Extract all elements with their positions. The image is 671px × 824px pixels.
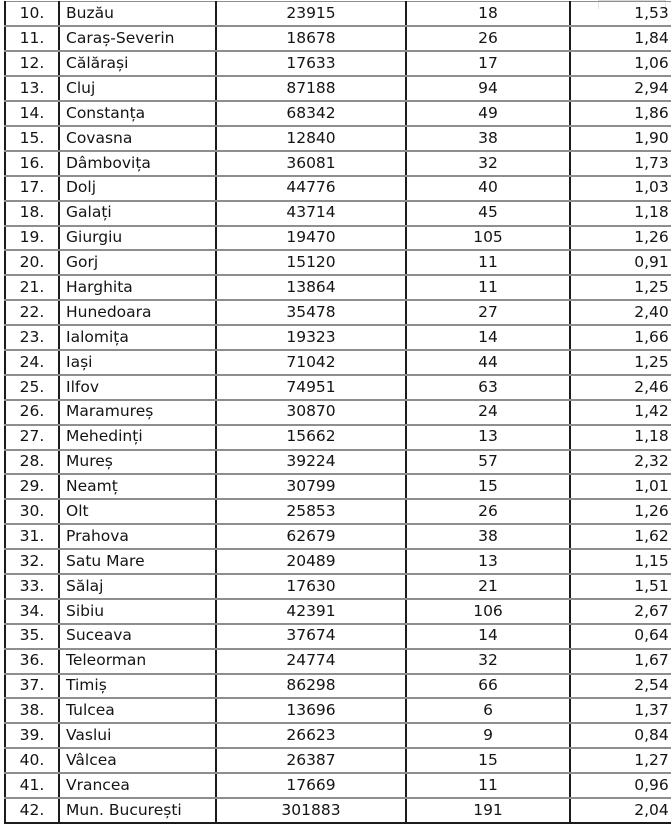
- value-column-2: 11: [406, 773, 570, 798]
- value-column-1: 20489: [216, 549, 406, 574]
- value-column-3: 2,32: [570, 450, 671, 475]
- row-index: 23.: [5, 325, 59, 350]
- value-column-3: 1,18: [570, 201, 671, 226]
- row-index: 38.: [5, 698, 59, 723]
- row-index: 25.: [5, 375, 59, 400]
- value-column-3: 1,90: [570, 126, 671, 151]
- row-index: 28.: [5, 450, 59, 475]
- value-column-3: 1,84: [570, 26, 671, 51]
- table-row: [5, 599, 671, 624]
- row-index: 16.: [5, 151, 59, 176]
- table-row: [5, 325, 671, 350]
- value-column-3: 1,51: [570, 574, 671, 599]
- table-row: [5, 624, 671, 649]
- county-name: Gorj: [59, 250, 216, 275]
- table-row: [5, 26, 671, 51]
- value-column-1: 39224: [216, 450, 406, 475]
- value-column-3: 1,01: [570, 474, 671, 499]
- value-column-1: 62679: [216, 524, 406, 549]
- row-index: 12.: [5, 51, 59, 76]
- row-index: 15.: [5, 126, 59, 151]
- row-index: 40.: [5, 748, 59, 773]
- county-name: Suceava: [59, 624, 216, 649]
- value-column-1: 13864: [216, 275, 406, 300]
- value-column-3: 1,42: [570, 400, 671, 425]
- value-column-1: 24774: [216, 649, 406, 674]
- table-row: [5, 723, 671, 748]
- row-index: 19.: [5, 226, 59, 251]
- row-index: 36.: [5, 649, 59, 674]
- table-row: [5, 375, 671, 400]
- table-row: [5, 250, 671, 275]
- value-column-3: 2,04: [634, 800, 669, 819]
- value-column-3: 1,86: [570, 101, 671, 126]
- table-row: [5, 176, 671, 201]
- county-name: Caraș-Severin: [59, 26, 216, 51]
- value-column-1: 68342: [216, 101, 406, 126]
- value-column-1: 26387: [216, 748, 406, 773]
- row-index: 35.: [5, 624, 59, 649]
- row-index: 22.: [5, 300, 59, 325]
- value-column-3: 0,64: [570, 624, 671, 649]
- value-column-3: 1,25: [570, 275, 671, 300]
- table-row: [5, 474, 671, 499]
- county-name: Vrancea: [59, 773, 216, 798]
- value-column-1: 87188: [216, 76, 406, 101]
- table-row: [5, 574, 671, 599]
- value-column-1: 13696: [216, 698, 406, 723]
- row-index: 20.: [5, 250, 59, 275]
- value-column-3: 2,46: [570, 375, 671, 400]
- row-index: 10.: [5, 2, 59, 27]
- value-column-1: 17630: [216, 574, 406, 599]
- table-row: [5, 773, 671, 798]
- row-index: 30.: [5, 499, 59, 524]
- table-row: [5, 226, 671, 251]
- value-column-3: 2,67: [570, 599, 671, 624]
- county-name: Dolj: [59, 176, 216, 201]
- row-index: 33.: [5, 574, 59, 599]
- table-row: [5, 450, 671, 475]
- table-row: [5, 674, 671, 699]
- table-row: [5, 275, 671, 300]
- row-index: 32.: [5, 549, 59, 574]
- table-row: [5, 300, 671, 325]
- value-column-3: 1,73: [570, 151, 671, 176]
- table-row: [5, 101, 671, 126]
- value-column-2: 11: [406, 250, 570, 275]
- value-column-2: 38: [406, 126, 570, 151]
- county-name: Olt: [59, 499, 216, 524]
- county-name: Ialomița: [59, 325, 216, 350]
- value-column-2: 106: [406, 599, 570, 624]
- row-index: 39.: [5, 723, 59, 748]
- value-column-3: 1,27: [570, 748, 671, 773]
- county-name: Dâmbovița: [59, 151, 216, 176]
- table-row: [5, 76, 671, 101]
- row-index: 31.: [5, 524, 59, 549]
- value-column-1: 17633: [216, 51, 406, 76]
- value-column-1: 23915: [216, 2, 406, 27]
- county-name: Tulcea: [59, 698, 216, 723]
- value-column-1: 36081: [216, 151, 406, 176]
- value-column-2: 24: [406, 400, 570, 425]
- value-column-2: 18: [406, 2, 570, 27]
- county-name: Covasna: [59, 126, 216, 151]
- value-column-3: 1,53: [570, 2, 671, 27]
- county-name: Neamț: [59, 474, 216, 499]
- row-index: 13.: [5, 76, 59, 101]
- value-column-2: 57: [406, 450, 570, 475]
- value-column-1: 44776: [216, 176, 406, 201]
- value-column-2: 15: [406, 748, 570, 773]
- value-column-1: 19323: [216, 325, 406, 350]
- value-column-1: 42391: [216, 599, 406, 624]
- value-column-2: 94: [406, 76, 570, 101]
- value-column-1: 30870: [216, 400, 406, 425]
- value-column-1: 12840: [216, 126, 406, 151]
- value-column-1: 25853: [216, 499, 406, 524]
- value-column-2: 32: [406, 151, 570, 176]
- county-name: Mureș: [59, 450, 216, 475]
- value-column-3: 1,26: [570, 499, 671, 524]
- table-row: [5, 524, 671, 549]
- value-column-2: 63: [406, 375, 570, 400]
- value-column-2: 38: [406, 524, 570, 549]
- value-column-3: 0,84: [570, 723, 671, 748]
- value-column-2: 26: [406, 26, 570, 51]
- value-column-2: 191: [406, 798, 570, 823]
- table-row: [5, 698, 671, 723]
- value-column-1: 15120: [216, 250, 406, 275]
- row-index: 18.: [5, 201, 59, 226]
- row-index: 41.: [5, 773, 59, 798]
- value-column-1: 301883: [216, 798, 406, 823]
- value-column-3: 2,94: [570, 76, 671, 101]
- value-column-2: 27: [406, 300, 570, 325]
- value-column-2: 17: [406, 51, 570, 76]
- table-row: [5, 499, 671, 524]
- county-name: Mun. București: [59, 798, 216, 823]
- value-column-3: 1,18: [570, 425, 671, 450]
- value-column-1: 43714: [216, 201, 406, 226]
- table-row: [5, 400, 671, 425]
- value-column-3: 1,62: [570, 524, 671, 549]
- value-column-2: 21: [406, 574, 570, 599]
- county-name: Iași: [59, 350, 216, 375]
- value-column-1: 86298: [216, 674, 406, 699]
- county-name: Vâlcea: [59, 748, 216, 773]
- value-column-3: 1,66: [570, 325, 671, 350]
- value-column-2: 13: [406, 549, 570, 574]
- county-name: Mehedinți: [59, 425, 216, 450]
- value-column-3: 1,37: [570, 698, 671, 723]
- value-column-2: 6: [406, 698, 570, 723]
- value-column-1: 18678: [216, 26, 406, 51]
- table-row: [5, 126, 671, 151]
- county-name: Harghita: [59, 275, 216, 300]
- value-column-2: 66: [406, 674, 570, 699]
- table-row: [5, 350, 671, 375]
- value-column-1: 30799: [216, 474, 406, 499]
- table-row: [5, 201, 671, 226]
- value-column-1: 71042: [216, 350, 406, 375]
- table-row: [5, 649, 671, 674]
- county-name: Timiș: [59, 674, 216, 699]
- value-column-3: 0,91: [570, 250, 671, 275]
- county-name: Ilfov: [59, 375, 216, 400]
- value-column-3: 1,26: [570, 226, 671, 251]
- row-index: 17.: [5, 176, 59, 201]
- county-name: Galați: [59, 201, 216, 226]
- county-name: Hunedoara: [59, 300, 216, 325]
- table-row: [5, 748, 671, 773]
- county-name: Sibiu: [59, 599, 216, 624]
- county-name: Satu Mare: [59, 549, 216, 574]
- value-column-3: 2,54: [570, 674, 671, 699]
- county-statistics-table: [4, 1, 671, 824]
- county-name: Călărași: [59, 51, 216, 76]
- value-column-2: 15: [406, 474, 570, 499]
- row-index: 26.: [5, 400, 59, 425]
- value-column-2: 11: [406, 275, 570, 300]
- value-column-2: 9: [406, 723, 570, 748]
- county-name: Maramureș: [59, 400, 216, 425]
- county-name: Teleorman: [59, 649, 216, 674]
- table-row: [5, 2, 671, 27]
- county-name: Cluj: [59, 76, 216, 101]
- value-column-1: 26623: [216, 723, 406, 748]
- value-column-1: 15662: [216, 425, 406, 450]
- county-name: Buzău: [59, 2, 216, 27]
- row-index: 21.: [5, 275, 59, 300]
- value-column-2: 32: [406, 649, 570, 674]
- row-index: 29.: [5, 474, 59, 499]
- row-index: 34.: [5, 599, 59, 624]
- row-index: 11.: [5, 26, 59, 51]
- county-name: Constanța: [59, 101, 216, 126]
- table-row: [5, 151, 671, 176]
- table-row: [5, 798, 671, 823]
- value-column-2: 13: [406, 425, 570, 450]
- value-column-2: 45: [406, 201, 570, 226]
- row-index: 24.: [5, 350, 59, 375]
- value-column-3: 0,96: [570, 773, 671, 798]
- value-column-3: 1,15: [570, 549, 671, 574]
- value-column-1: 19470: [216, 226, 406, 251]
- value-column-2: 44: [406, 350, 570, 375]
- table-row: [5, 549, 671, 574]
- table-row: [5, 425, 671, 450]
- value-column-1: 74951: [216, 375, 406, 400]
- row-index: 27.: [5, 425, 59, 450]
- value-column-3: 1,03: [570, 176, 671, 201]
- table-row: [5, 51, 671, 76]
- county-name: Giurgiu: [59, 226, 216, 251]
- value-column-2: 26: [406, 499, 570, 524]
- value-column-2: 14: [406, 325, 570, 350]
- row-index: 37.: [5, 674, 59, 699]
- value-column-3: 1,25: [570, 350, 671, 375]
- value-column-1: 35478: [216, 300, 406, 325]
- row-index: 42.: [5, 798, 59, 823]
- value-column-1: 17669: [216, 773, 406, 798]
- table-container: [4, 1, 669, 824]
- table-body: [5, 2, 671, 823]
- value-column-2: 14: [406, 624, 570, 649]
- value-column-3: 1,67: [570, 649, 671, 674]
- value-column-2: 49: [406, 101, 570, 126]
- value-column-3: 2,40: [570, 300, 671, 325]
- county-name: Prahova: [59, 524, 216, 549]
- county-name: Vaslui: [59, 723, 216, 748]
- value-column-1: 37674: [216, 624, 406, 649]
- value-column-2: 105: [406, 226, 570, 251]
- row-index: 14.: [5, 101, 59, 126]
- value-column-3: 1,06: [570, 51, 671, 76]
- value-column-2: 40: [406, 176, 570, 201]
- county-name: Sălaj: [59, 574, 216, 599]
